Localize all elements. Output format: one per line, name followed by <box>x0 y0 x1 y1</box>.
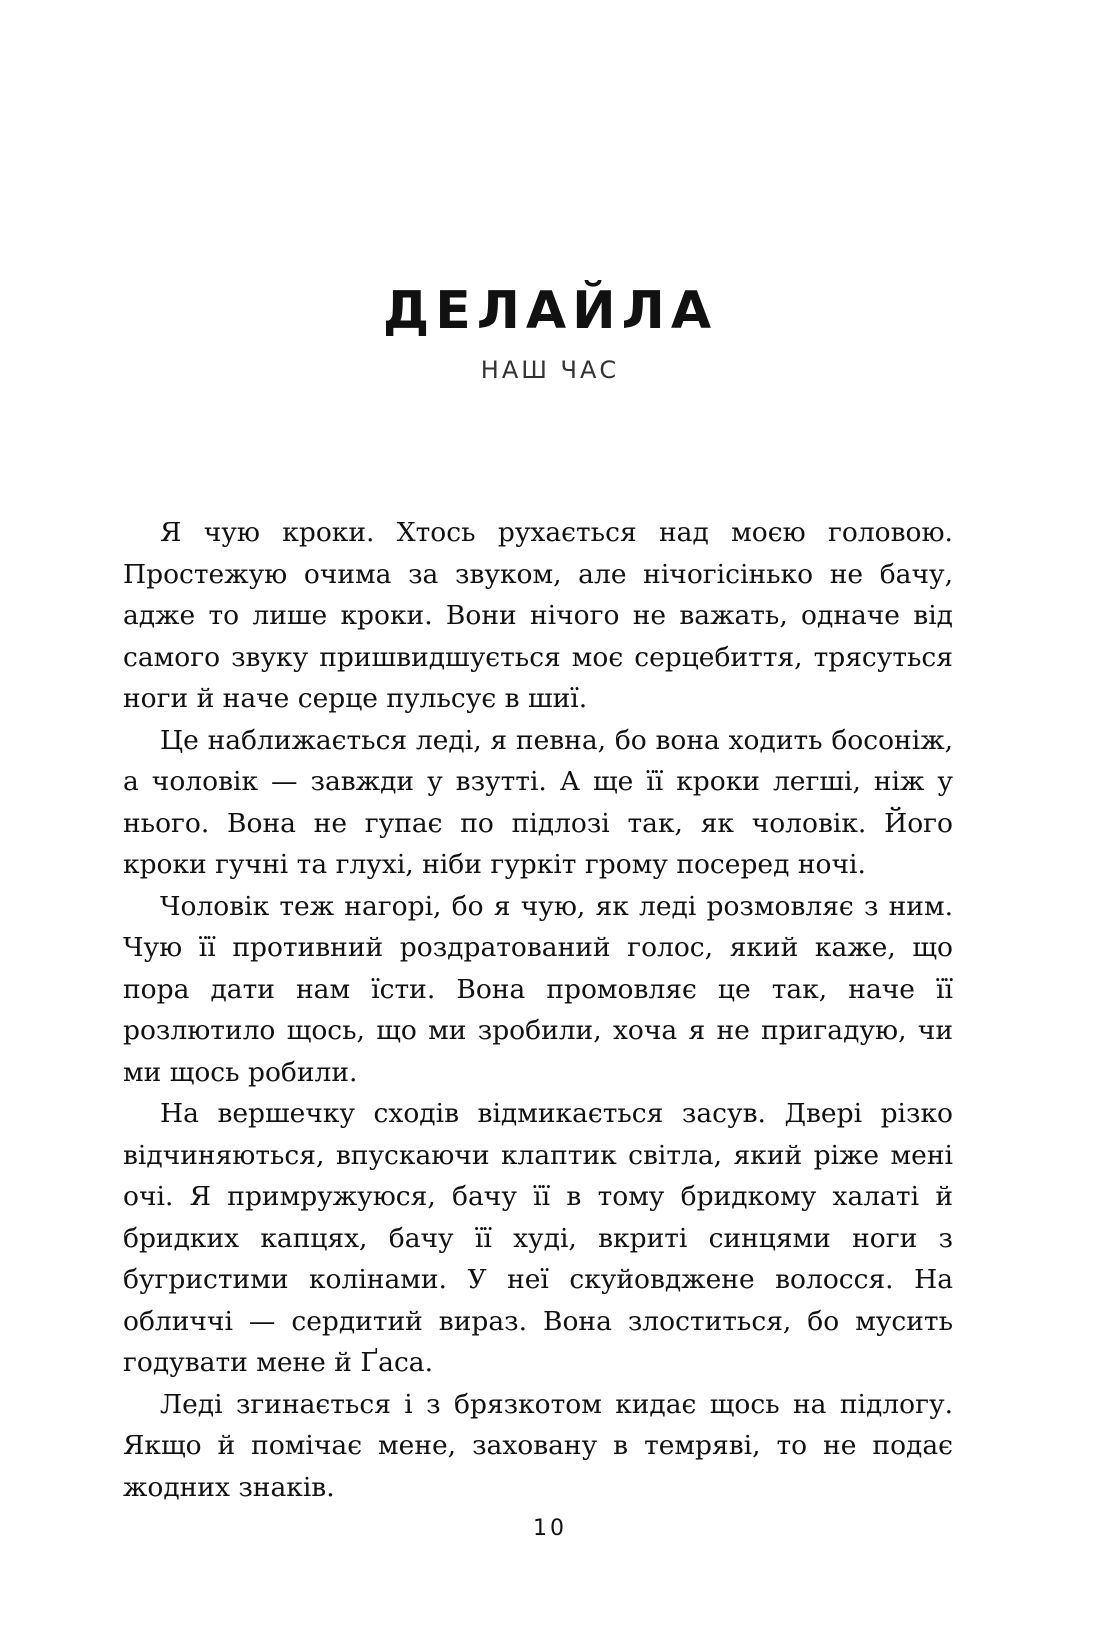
chapter-body <box>123 512 953 1508</box>
paragraph: Чоловік теж нагорі, бо я чую, як леді розмовляє з ним. Чую її противний роздратований голос, який каже, що пора дати нам їсти. Вона промовляє це так, наче її розлютило щось, що ми зробили, хоча я не пригадую, чи ми щось робили. <box>123 890 953 1088</box>
paragraph: На вершечку сходів відмикається засув. Двері різко відчиняються, впускаючи клаптик світла, який ріже мені очі. Я примружуюся, бачу її в тому бридкому халаті й бридких капцях, бачу її худі, вкриті синцями ноги з бугристими колінами. У неї скуйовджене волосся. На обличчі — сердитий вираз. Вона злоститься, бо мусить годувати мене й Ґаса. <box>123 1098 953 1378</box>
paragraph: Я чую кроки. Хтось рухається над моєю головою. Простежую очима за звуком, але нічогісінько не бачу, адже то лише кроки. Вони нічого не важать, одначе від самого звуку пришвидшується моє серцебиття, трясуться ноги й наче серце пульсує в шиї. <box>123 517 953 714</box>
chapter-subtitle: НАШ ЧАС <box>480 356 620 384</box>
chapter-title: ДЕЛАЙЛА <box>382 281 718 341</box>
page-number: 10 <box>533 1516 567 1541</box>
paragraph: Це наближається леді, я певна, бо вона ходить босоніж, а чоловік — завжди у взутті. А ще її кроки легші, ніж у нього. Вона не гупає по підлозі так, як чоловік. Його кроки гучні та глухі, ніби гуркіт грому посеред ночі. <box>123 724 953 880</box>
paragraph: Леді згинається і з брязкотом кидає щось на підлогу. Якщо й помічає мене, заховану в темряві, то не подає жодних знаків. <box>123 1388 953 1503</box>
